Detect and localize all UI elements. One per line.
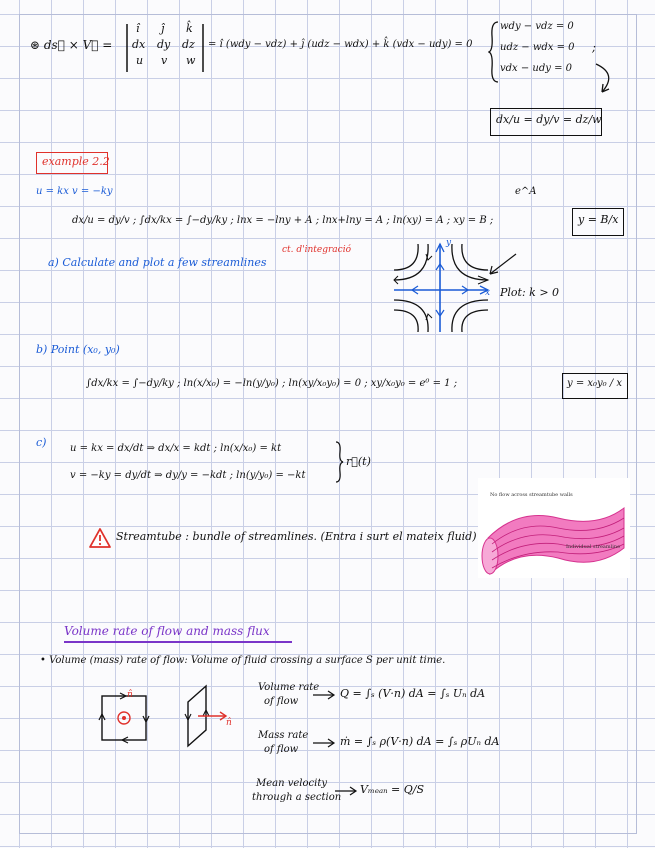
streamline-derivation: dx/u = dy/v ; ∫dx/kx = ∫−dy/ky ; lnx = −lny + A ; lnx+lny = A ; ln(xy) = A ; xy = B ; bbox=[72, 215, 494, 226]
system-eq3: vdx − udy = 0 bbox=[500, 63, 573, 74]
stagnation-flow-plot bbox=[388, 240, 492, 336]
det-row1-i: î bbox=[136, 22, 140, 35]
surface-normal-out-diagram bbox=[96, 692, 152, 744]
integration-constant-note: ct. d'integració bbox=[282, 245, 351, 255]
part-b-result: y = x₀y₀ / x bbox=[567, 378, 623, 389]
det-row3-u: u bbox=[136, 54, 144, 67]
system-eq2: udz − wdx = 0 bbox=[500, 42, 575, 53]
curl-lhs: ⊛ ds⃗ × V⃗ = bbox=[30, 38, 113, 52]
normal-label-out: n̂ bbox=[127, 690, 133, 700]
streamtube-label-streamline: Individual streamline bbox=[566, 544, 621, 550]
section-title: Volume rate of flow and mass flux bbox=[64, 624, 270, 638]
part-b-label: b) Point (x₀, y₀) bbox=[36, 343, 120, 356]
det-row3-v: v bbox=[161, 54, 168, 67]
system-eq1: wdy − vdz = 0 bbox=[500, 21, 574, 32]
mass-rate-equation: ṁ = ∫ₛ ρ(V·n) dA = ∫ₛ ρUₙ dA bbox=[340, 735, 500, 748]
mean-velocity-equation: Vₘₑₐₙ = Q/S bbox=[360, 783, 425, 796]
streamtube-definition: Streamtube : bundle of streamlines. (Entra i surt el mateix fluid) bbox=[116, 530, 477, 543]
e-power-label: e^A bbox=[515, 186, 537, 197]
mass-rate-label-1: Mass rate bbox=[258, 730, 309, 741]
volume-rate-label-2: of flow bbox=[264, 696, 299, 707]
plot-axis-y: y bbox=[446, 238, 452, 248]
part-a-label: a) Calculate and plot a few streamlines bbox=[48, 256, 267, 269]
part-c-brace bbox=[334, 440, 344, 484]
plot-label: Plot: k > 0 bbox=[500, 286, 560, 299]
curved-arrow bbox=[590, 62, 620, 98]
det-row2-dz: dz bbox=[182, 38, 195, 51]
volume-rate-label-1: Volume rate bbox=[258, 682, 320, 693]
det-row3-w: w bbox=[186, 54, 196, 67]
mean-velocity-arrow bbox=[334, 786, 358, 796]
mass-rate-label-2: of flow bbox=[264, 744, 299, 755]
det-row1-k: k̂ bbox=[186, 22, 193, 35]
volume-rate-equation: Q = ∫ₛ (V·n) dA = ∫ₛ Uₙ dA bbox=[340, 687, 486, 700]
velocity-field: u = kx v = −ky bbox=[36, 186, 113, 197]
det-row2-dy: dy bbox=[157, 38, 171, 51]
position-vector: r⃗(t) bbox=[346, 455, 371, 468]
example-label: example 2.2 bbox=[42, 155, 110, 168]
volume-rate-arrow bbox=[312, 690, 336, 700]
flow-definition: • Volume (mass) rate of flow: Volume of fluid crossing a surface S per unit time. bbox=[40, 655, 446, 666]
plot-pointer-arrow bbox=[486, 252, 520, 278]
part-c-line1: u = kx = dx/dt ⇒ dx/x = kdt ; ln(x/x₀) = kt bbox=[70, 443, 282, 454]
det-row1-j: ĵ bbox=[161, 22, 165, 35]
mass-rate-arrow bbox=[312, 738, 336, 748]
mean-velocity-label-2: through a section bbox=[252, 792, 342, 803]
hyperbola-result: y = B/x bbox=[578, 213, 619, 226]
det-row2-dx: dx bbox=[132, 38, 146, 51]
plot-axis-x: x bbox=[485, 288, 491, 298]
warning-icon bbox=[88, 527, 112, 549]
surface-normal-side-diagram bbox=[176, 684, 236, 750]
normal-label-side: n̂ bbox=[226, 718, 232, 728]
result-equation: dx/u = dy/v = dz/w bbox=[496, 113, 602, 126]
mean-velocity-label-1: Mean velocity bbox=[256, 778, 327, 789]
curl-expansion: = î (wdy − vdz) + ĵ (udz − wdx) + k̂ (vdx − udy) = 0 bbox=[208, 39, 473, 50]
part-c-label: c) bbox=[36, 436, 47, 449]
streamtube-label-walls: No flow across streamtube walls bbox=[490, 492, 573, 498]
part-b-derivation: ∫dx/kx = ∫−dy/ky ; ln(x/x₀) = −ln(y/y₀) ; ln(xy/x₀y₀) = 0 ; xy/x₀y₀ = e⁰ = 1 ; bbox=[86, 378, 458, 389]
system-semicolon: ; bbox=[592, 40, 597, 54]
system-brace bbox=[488, 20, 500, 84]
part-c-line2: v = −ky = dy/dt ⇒ dy/y = −kdt ; ln(y/y₀) = −kt bbox=[70, 470, 306, 481]
section-title-underline bbox=[64, 641, 292, 643]
